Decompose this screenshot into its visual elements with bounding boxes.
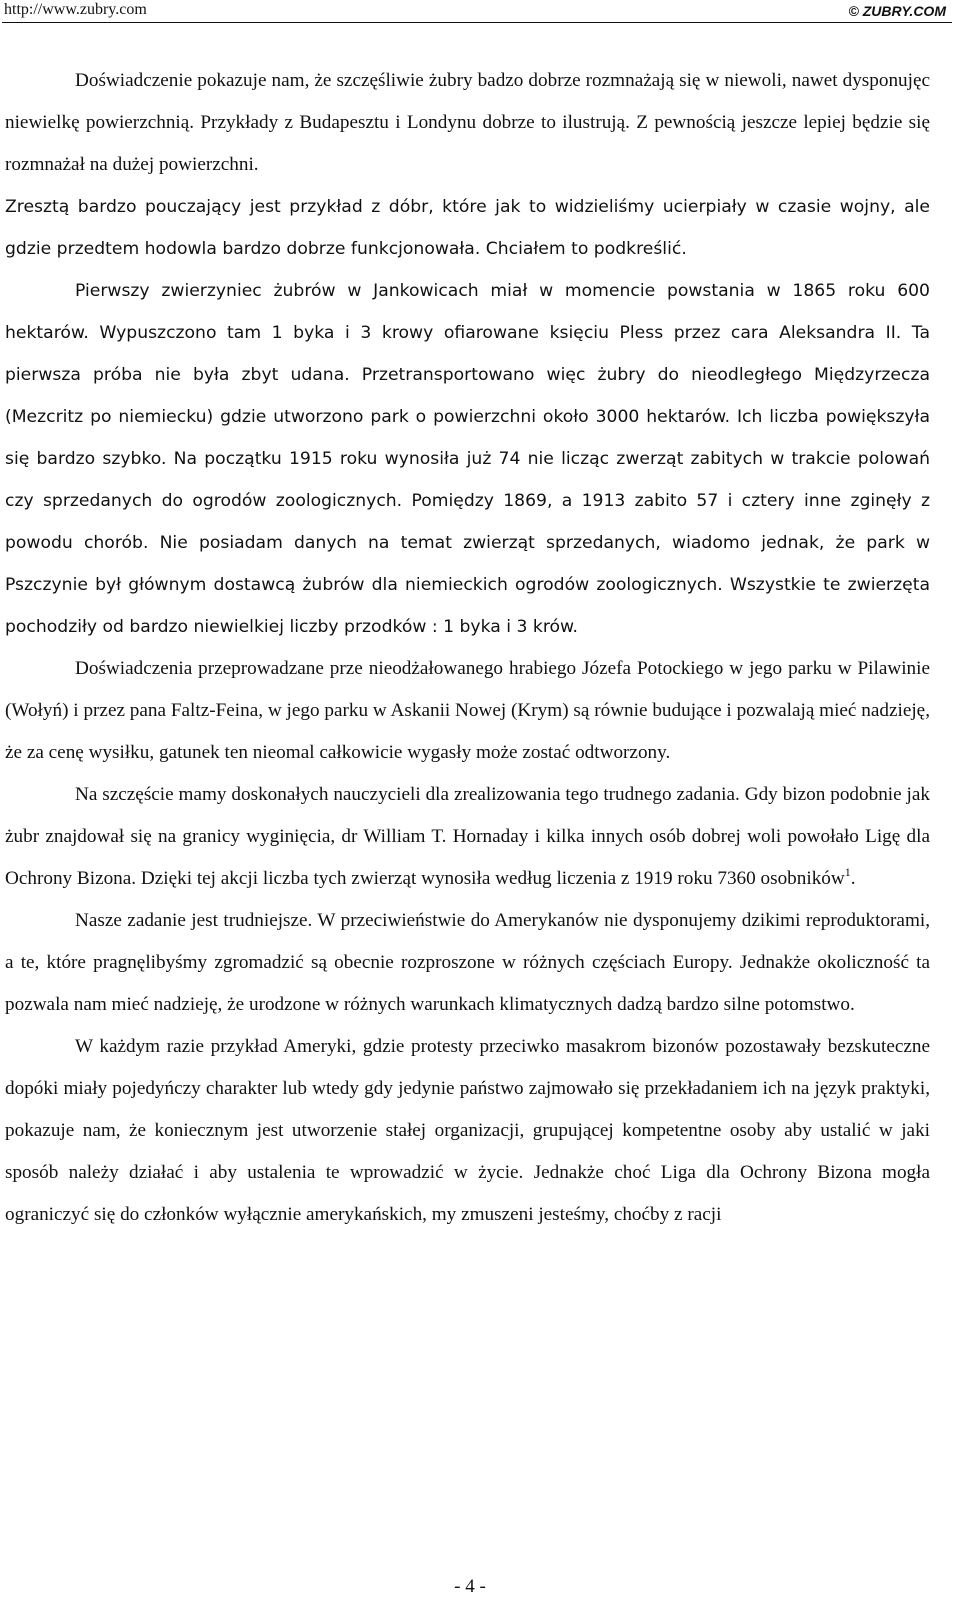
page-number: - 4 - (454, 1576, 486, 1597)
header-brand: © ZUBRY.COM (848, 3, 946, 19)
paragraph-1-continued (5, 186, 930, 270)
paragraph-6-text: W każdym razie przykład Ameryki, gdzie protesty przeciwko masakrom bizonów pozostawały bezskuteczne dopóki miały pojedyńczy charakter lub wtedy gdy jedynie państwo zajmowało się przekładaniem ich na język praktyki, pokazuje nam, że koniecznym jest utworzenie stałej organizacji, grupującej kompetentne osoby aby ustalić w jaki sposób należy działać i aby ustalenia te wprowadzić w życie. Jednakże choć Liga dla Ochrony Bizona mogła ograniczyć się do członków wyłącznie amerykańskich, my zmuszeni jesteśmy, choćby z racji (5, 1036, 930, 1225)
paragraph-4 (5, 774, 930, 900)
header-divider (2, 22, 952, 23)
page-header (0, 0, 960, 22)
paragraph-2-rest: Przetransportowano więc żubry do nieodległego Międzyrzecza (Mezcritz po niemiecku) gdzie utworzono park o powierzchni około 3000 hektarów. Ich liczba powiększyła się bardzo szybko. Na początku 1915 roku wynosiła już 74 nie licząc zwerząt zabitych w trakcie polowań czy sprzedanych do ogrodów zoologicznych. Pomiędzy 1869, a 1913 zabito 57 i cztery inne zginęły z powodu chorób. Nie posiadam danych na temat zwierząt sprzedanych, wiadomo jednak, że park w Pszczynie był głównym dostawcą żubrów dla niemieckich ogrodów zoologicznych. Wszystkie te zwierzęta pochodziły od bardzo niewielkiej liczby przodków : 1 byka i 3 krów. (5, 365, 930, 637)
paragraph-6 (5, 1026, 930, 1236)
paragraph-1 (5, 60, 930, 186)
paragraph-1-rest: Zresztą bardzo pouczający jest przykład z dóbr, które jak to widzieliśmy ucierpiały w czasie wojny, ale gdzie przedtem hodowla bardzo dobrze funkcjonowała. Chciałem to podkreślić. (5, 197, 930, 259)
paragraph-3 (5, 648, 930, 774)
paragraph-5-text: Nasze zadanie jest trudniejsze. W przeciwieństwie do Amerykanów nie dysponujemy dzikimi reproduktorami, a te, które pragnęlibyśmy zgromadzić są obecnie rozproszone w różnych częściach Europy. Jednakże okoliczność ta pozwala nam mieć nadzieję, że urodzone w różnych warunkach klimatycznych dadzą bardzo silne potomstwo. (5, 910, 930, 1015)
paragraph-2 (5, 270, 930, 648)
paragraph-1-intro: Doświadczenie pokazuje nam, że szczęśliwie żubry badzo dobrze rozmnażają się w niewoli, nawet dysponujęc niewielkę powierzchnią. Przykłady z Budapesztu i Londynu dobrze to ilustrują. Z pewnością jeszcze lepiej będzie się rozmnażał na dużej powierzchni. (5, 70, 930, 175)
footnote-mark: 1 (844, 865, 851, 879)
header-url[interactable]: http://www.zubry.com (4, 1, 147, 18)
paragraph-3-text: Doświadczenia przeprowadzane prze nieodżałowanego hrabiego Józefa Potockiego w jego parku w Pilawinie (Wołyń) i przez pana Faltz-Feina, w jego parku w Askanii Nowej (Krym) są równie budujące i pozwalają mieć nadzieję, że za cenę wysiłku, gatunek ten nieomal całkowicie wygasły może zostać odtworzony. (5, 658, 930, 763)
paragraph-4-text: Na szczęście mamy doskonałych nauczycieli dla zrealizowania tego trudnego zadania. Gdy bizon podobnie jak żubr znajdował się na granicy wyginięcia, dr William T. Hornaday i kilka innych osób dobrej woli powołało Ligę dla Ochrony Bizona. Dzięki tej akcji liczba tych zwierząt wynosiła według liczenia z 1919 roku 7360 osobników (5, 784, 930, 889)
document-body (5, 60, 930, 1236)
paragraph-4-end: . (850, 868, 856, 889)
paragraph-2-intro: Pierwszy zwierzyniec żubrów w Jankowicach miał w momencie powstania w 1865 roku 600 hektarów. Wypuszczono tam 1 byka i 3 krowy ofiarowane księciu Pless przez cara Aleksandra II. Ta pierwsza próba nie była zbyt udana. (5, 281, 930, 385)
paragraph-5 (5, 900, 930, 1026)
